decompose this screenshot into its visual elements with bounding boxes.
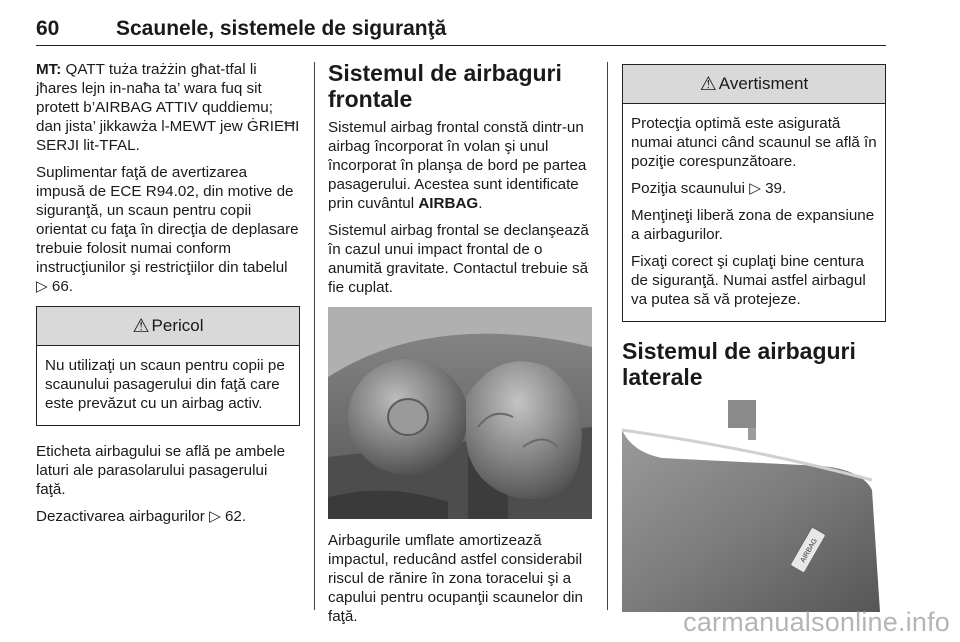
frontal-intro-text: Sistemul airbag frontal constă dintr-un airbag încorporat în volan şi unul încorporat în planşa de bord pe partea pasagerului. Acestea sunt identificate prin cuvântul bbox=[328, 119, 587, 212]
period: . bbox=[478, 195, 483, 212]
seat-illustration bbox=[622, 400, 882, 612]
reference-link[interactable]: 66. bbox=[51, 278, 74, 295]
reference-link[interactable]: 62. bbox=[224, 508, 247, 525]
warning-triangle-icon: ⚠ bbox=[132, 315, 150, 337]
danger-title: Pericol bbox=[151, 316, 204, 335]
airbag-tag-label: AIRBAG bbox=[799, 537, 819, 564]
reference-arrow-icon: ▷ bbox=[209, 508, 225, 525]
mt-label: MT: bbox=[36, 61, 62, 78]
page-title: Scaunele, sistemele de siguranţă bbox=[116, 17, 447, 40]
column-left bbox=[36, 60, 300, 534]
figure-caption: Airbagurile umflate amortizează impactul, reducând astfel considerabil riscul de rănire în zona toracelui şi a capului pentru ocupanţii scaunelor din faţă. bbox=[328, 532, 583, 625]
reference-link[interactable]: 39. bbox=[765, 180, 787, 197]
mt-warning-paragraph bbox=[36, 60, 300, 155]
mt-text: QATT tuża trażżin għat-tfal li jħares lejn in-naħa ta’ wara fuq sit protett b’AIRBAG ATTIV quddiemu; dan jista’ jikkawża l-MEWT jew ĠRIEĦI SERJI lit-TFAL. bbox=[36, 61, 300, 154]
seat-position-text: Poziţia scaunului bbox=[631, 180, 750, 197]
watermark: carmanualsonline.info bbox=[683, 607, 950, 637]
column-middle bbox=[328, 60, 596, 634]
front-airbags-image bbox=[328, 307, 592, 519]
page-header bbox=[36, 4, 886, 46]
deactivation-text: Dezactivarea airbagurilor bbox=[36, 508, 210, 525]
reference-arrow-icon: ▷ bbox=[749, 180, 766, 197]
frontal-trigger-paragraph: Sistemul airbag frontal se declanşează în cazul unui impact frontal de o anumită gravitate. Contactul trebuie să fie cuplat. bbox=[328, 222, 589, 296]
label-location-paragraph: Eticheta airbagului se află pe ambele laturi ale parasolarului pasagerului faţă. bbox=[36, 443, 286, 498]
column-right bbox=[622, 60, 886, 622]
side-airbag-heading: Sistemul de airbaguri laterale bbox=[622, 338, 856, 390]
frontal-airbag-heading: Sistemul de airbaguri frontale bbox=[328, 60, 562, 112]
column-divider bbox=[314, 62, 315, 610]
warning-box-header bbox=[623, 65, 885, 104]
deactivation-paragraph bbox=[36, 507, 300, 526]
airbag-illustration bbox=[328, 307, 592, 519]
column-divider bbox=[607, 62, 608, 610]
warning-title: Avertisment bbox=[718, 74, 809, 93]
side-airbag-seat-image bbox=[622, 400, 882, 612]
frontal-intro-paragraph bbox=[328, 118, 596, 213]
supplement-text: Suplimentar faţă de avertizarea impusă de ECE R94.02, din motive de siguranţă, un scaun pentru copii orientat cu faţa în direcţia de deplasare trebuie folosit numai conform instrucţiunilor şi restricţiilor din tabelul bbox=[36, 164, 299, 276]
supplement-paragraph bbox=[36, 163, 300, 296]
warning-box bbox=[622, 64, 886, 322]
page-number: 60 bbox=[36, 17, 60, 40]
warning-triangle-icon: ⚠ bbox=[699, 73, 717, 95]
reference-arrow-icon: ▷ bbox=[36, 278, 52, 295]
warning-text-2 bbox=[631, 179, 877, 198]
warning-text-4: Fixaţi corect şi cuplaţi bine centura de siguranţă. Numai astfel airbagul va putea să vă protejeze. bbox=[631, 253, 866, 308]
warning-text-1: Protecţia optimă este asigurată numai atunci când scaunul se află în poziţie corespunzătoare. bbox=[631, 115, 877, 170]
airbag-word: AIRBAG bbox=[418, 195, 479, 212]
danger-text: Nu utilizaţi un scaun pentru copii pe scaunului pasagerului din faţă care este prevăzut cu un airbag activ. bbox=[45, 357, 285, 412]
danger-box bbox=[36, 306, 300, 426]
danger-box-header bbox=[37, 307, 299, 346]
warning-text-3: Menţineţi liberă zona de expansiune a airbagurilor. bbox=[631, 207, 875, 243]
